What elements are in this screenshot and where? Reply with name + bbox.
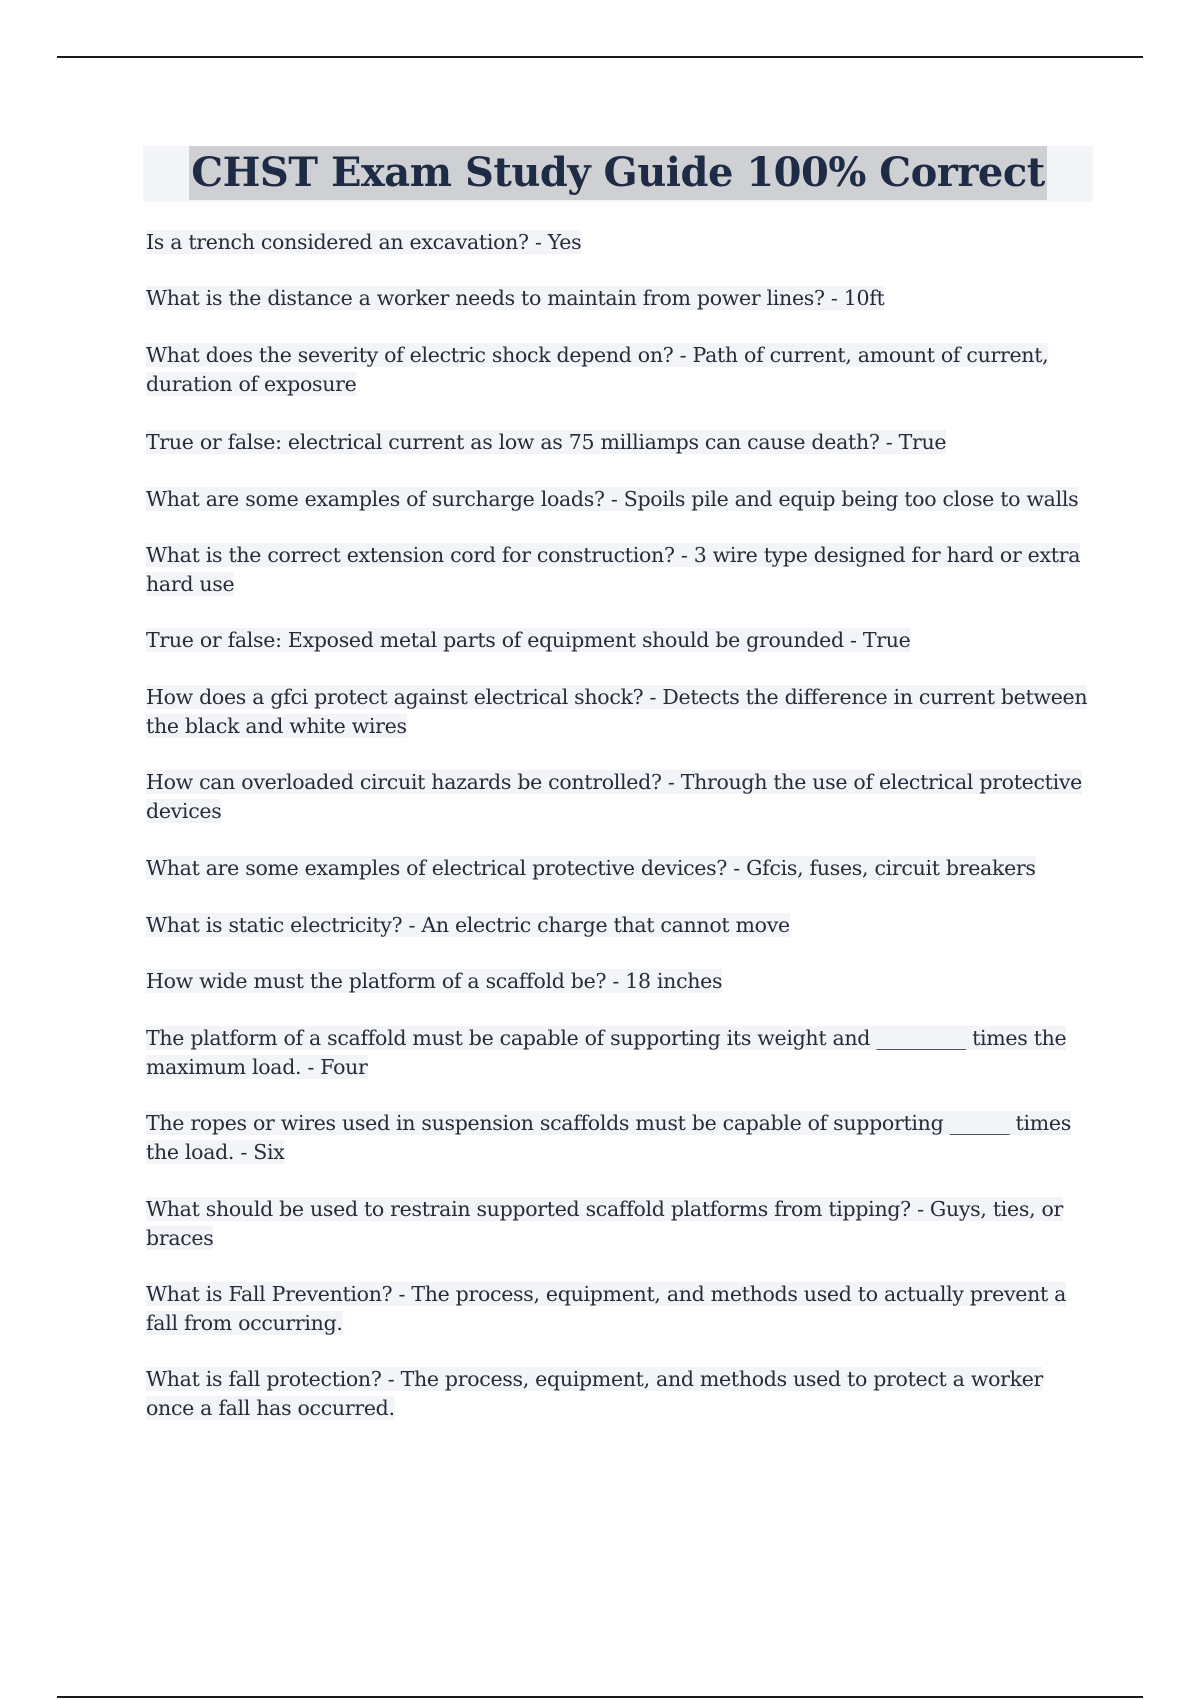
document-title: CHST Exam Study Guide 100% Correct — [189, 146, 1046, 200]
qa-text: What is the distance a worker needs to maintain from power lines? - 10ft — [146, 286, 885, 310]
qa-text: How can overloaded circuit hazards be controlled? - Through the use of electrical protective devices — [146, 770, 1082, 823]
qa-item — [146, 284, 1096, 313]
qa-text: The ropes or wires used in suspension scaffolds must be capable of supporting ______ times the load. - Six — [146, 1111, 1071, 1164]
title-band — [143, 146, 1093, 202]
qa-item — [146, 1365, 1096, 1422]
qa-text: The platform of a scaffold must be capable of supporting its weight and _________ times the maximum load. - Four — [146, 1026, 1067, 1079]
qa-text: How does a gfci protect against electrical shock? - Detects the difference in current between the black and white wires — [146, 685, 1088, 738]
qa-item — [146, 967, 1096, 996]
top-rule — [57, 56, 1143, 58]
qa-text: What should be used to restrain supported scaffold platforms from tipping? - Guys, ties, or braces — [146, 1197, 1064, 1250]
qa-text: What are some examples of surcharge loads? - Spoils pile and equip being too close to walls — [146, 487, 1079, 511]
qa-item — [146, 1109, 1096, 1166]
qa-item — [146, 854, 1096, 883]
qa-item — [146, 228, 1096, 257]
qa-text: Is a trench considered an excavation? - Yes — [146, 230, 582, 254]
qa-item — [146, 341, 1096, 398]
bottom-rule — [57, 1696, 1143, 1698]
qa-item — [146, 626, 1096, 655]
qa-item — [146, 428, 1096, 457]
qa-text: What is fall protection? - The process, equipment, and methods used to protect a worker once a fall has occurred. — [146, 1367, 1044, 1420]
qa-text: What is the correct extension cord for construction? - 3 wire type designed for hard or extra hard use — [146, 543, 1081, 596]
qa-text: What does the severity of electric shock depend on? - Path of current, amount of current, duration of exposure — [146, 343, 1049, 396]
qa-item — [146, 541, 1096, 598]
qa-text: True or false: electrical current as low as 75 milliamps can cause death? - True — [146, 430, 947, 454]
qa-item — [146, 1024, 1096, 1081]
qa-item — [146, 768, 1096, 825]
qa-item — [146, 485, 1096, 514]
qa-text: True or false: Exposed metal parts of equipment should be grounded - True — [146, 628, 911, 652]
qa-text: How wide must the platform of a scaffold be? - 18 inches — [146, 969, 723, 993]
qa-text: What are some examples of electrical protective devices? - Gfcis, fuses, circuit breakers — [146, 856, 1036, 880]
qa-text: What is static electricity? - An electric charge that cannot move — [146, 913, 790, 937]
qa-item — [146, 911, 1096, 940]
qa-item — [146, 683, 1096, 740]
qa-item — [146, 1195, 1096, 1252]
qa-item — [146, 1280, 1096, 1337]
qa-text: What is Fall Prevention? - The process, equipment, and methods used to actually prevent a fall from occurring. — [146, 1282, 1067, 1335]
